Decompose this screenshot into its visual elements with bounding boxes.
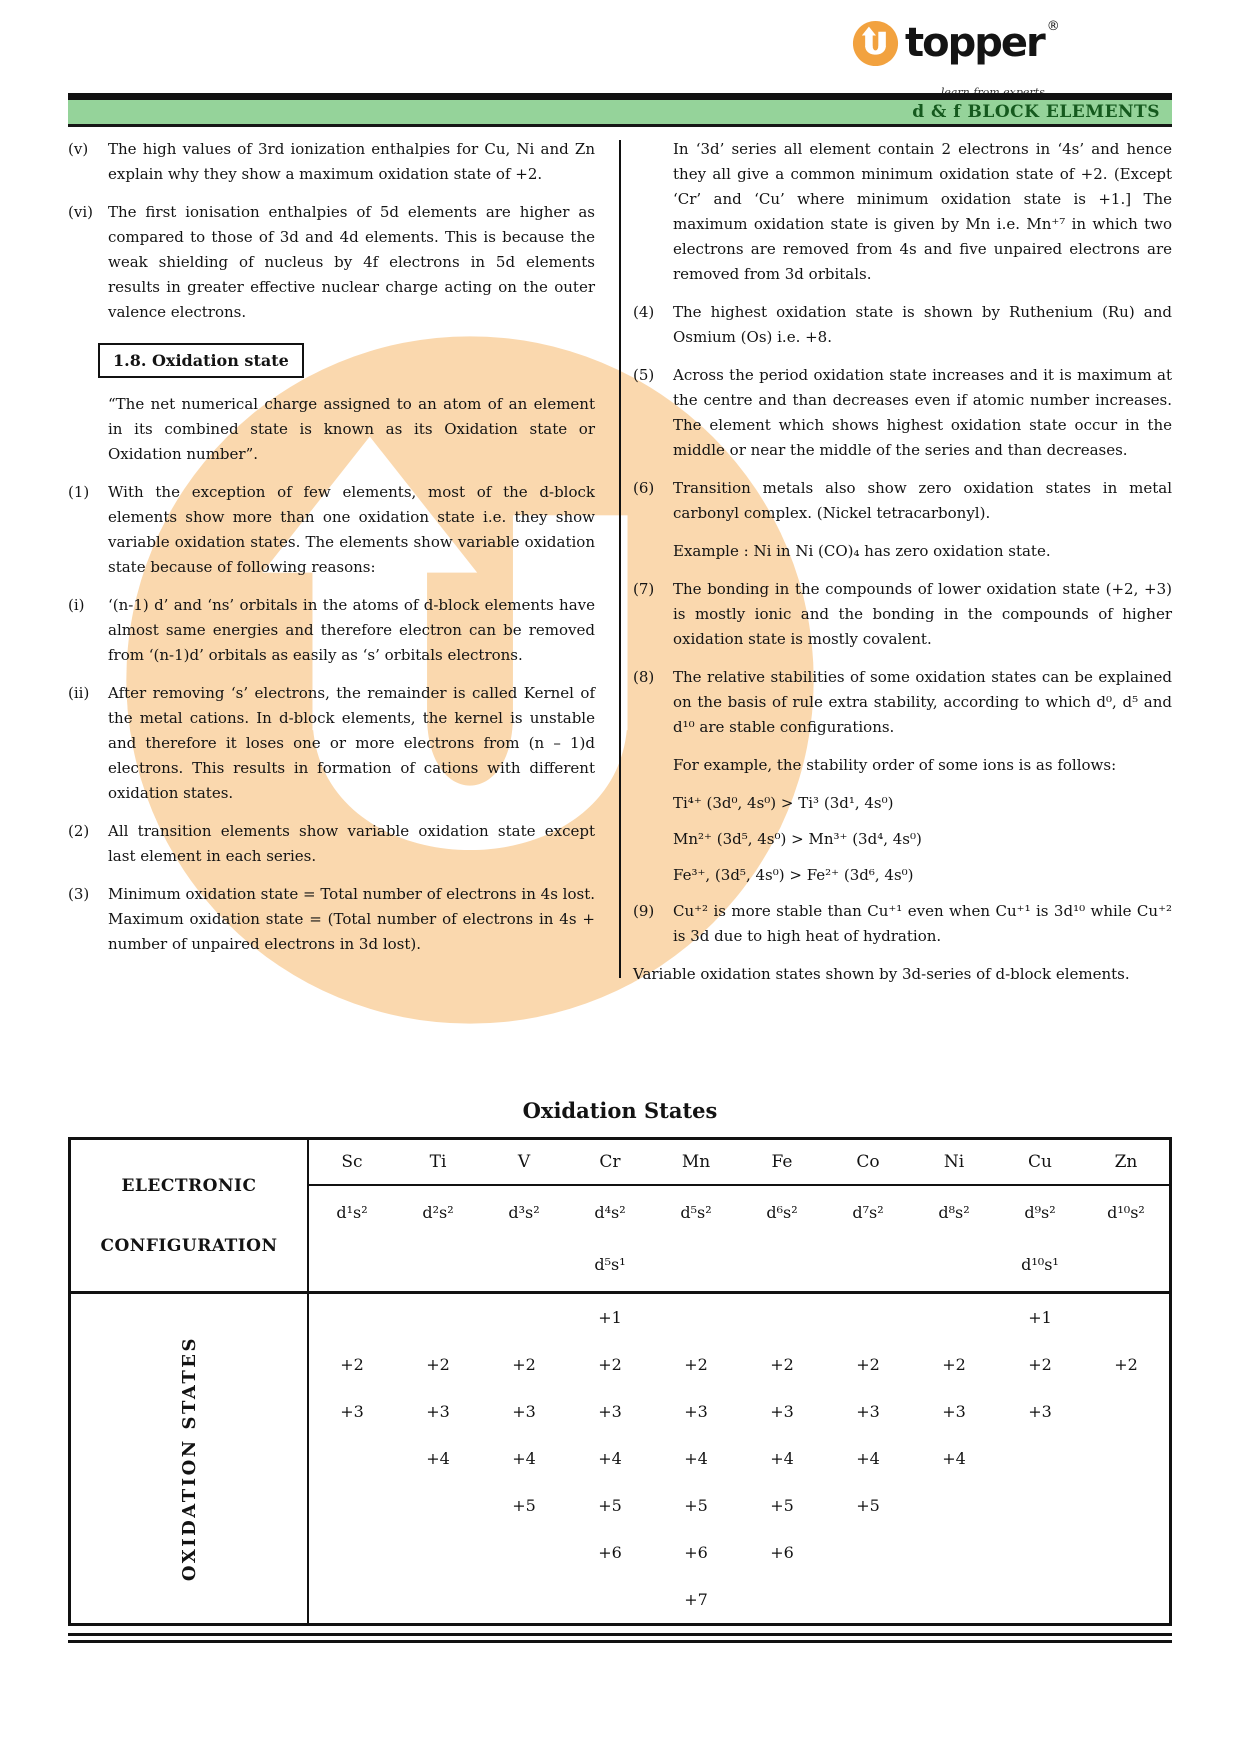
oxidation-state-value	[1083, 1388, 1169, 1435]
item-number: (ii)	[68, 684, 90, 702]
oxidation-state-value: +4	[426, 1449, 450, 1468]
element-symbol: V	[481, 1140, 567, 1186]
oxidation-state-value: +4	[598, 1449, 622, 1468]
item-text: After removing ‘s’ electrons, the remainder is called Kernel of the metal cations. In d-block elements, the kernel is unstable and therefore it loses one or more electrons from (n – 1)d electrons. This results in formation of cations with different oxidation states.	[108, 684, 595, 802]
electron-configuration: d⁵s²	[680, 1202, 712, 1222]
item-number: (1)	[68, 483, 90, 501]
oxidation-state-value: +4	[512, 1449, 536, 1468]
electron-configuration-alt: d¹⁰s¹	[997, 1238, 1083, 1294]
item-text: Mn²⁺ (3d⁵, 4s⁰) > Mn³⁺ (3d⁴, 4s⁰)	[673, 830, 922, 848]
oxidation-state-value: +4	[770, 1449, 794, 1468]
utopper-u-arrow-icon	[852, 20, 899, 67]
column-divider	[619, 140, 621, 978]
oxidation-state-value: +2	[1028, 1355, 1052, 1374]
oxidation-state-value	[395, 1576, 481, 1623]
element-symbol: Ti	[395, 1140, 481, 1186]
oxidation-state-value: +6	[770, 1543, 794, 1562]
top-rule	[68, 93, 1172, 100]
oxidation-state-value	[395, 1482, 481, 1529]
item-text: The high values of 3rd ionization enthalpies for Cu, Ni and Zn explain why they show a maximum oxidation state of +2.	[108, 140, 595, 183]
element-symbol: Sc	[309, 1140, 395, 1186]
oxidation-state-value	[309, 1435, 395, 1482]
electron-configuration: d⁶s²	[766, 1202, 798, 1222]
electron-configuration-alt	[395, 1238, 481, 1294]
list-item	[68, 882, 595, 957]
row-header-oxidation-states	[71, 1294, 309, 1623]
electron-configuration: d⁷s²	[852, 1202, 884, 1222]
electron-configuration-alt	[825, 1238, 911, 1294]
item-text: The bonding in the compounds of lower oxidation state (+2, +3) is mostly ionic and the bonding in the compounds of higher oxidation state is mostly covalent.	[673, 580, 1172, 648]
electron-configuration: d⁹s²	[1024, 1202, 1056, 1222]
electron-configuration: d²s²	[422, 1202, 454, 1222]
oxidation-state-value: +6	[598, 1543, 622, 1562]
element-symbol: Cu	[997, 1140, 1083, 1186]
item-number: (9)	[633, 902, 655, 920]
oxidation-state-value	[481, 1576, 567, 1623]
oxidation-state-value: +2	[856, 1355, 880, 1374]
oxidation-state-value: +5	[856, 1496, 880, 1515]
oxidation-state-value: +3	[340, 1402, 364, 1421]
item-text: Minimum oxidation state = Total number of electrons in 4s lost. Maximum oxidation state = (Total number of electrons in 4s + number of unpaired electrons in 3d lost).	[108, 885, 595, 953]
oxidation-state-value: +3	[856, 1402, 880, 1421]
oxidation-state-value: +1	[1028, 1308, 1052, 1327]
item-text: The relative stabilities of some oxidation states can be explained on the basis of rule extra stability, according to which d⁰, d⁵ and d¹⁰ are stable configurations.	[673, 668, 1172, 736]
oxidation-state-value	[997, 1576, 1083, 1623]
oxidation-state-value	[481, 1529, 567, 1576]
row-header-oxidation-states-label: OXIDATION STATES	[178, 1335, 200, 1582]
oxidation-state-value	[309, 1576, 395, 1623]
electron-configuration-alt	[481, 1238, 567, 1294]
oxidation-state-value	[1083, 1529, 1169, 1576]
item-number	[633, 863, 673, 888]
brand-logo	[852, 19, 1060, 67]
section-heading: 1.8. Oxidation state	[98, 343, 304, 378]
oxidation-state-value	[911, 1294, 997, 1341]
oxidation-state-value	[481, 1294, 567, 1341]
list-item	[68, 200, 595, 325]
oxidation-state-value	[395, 1529, 481, 1576]
oxidation-states-table	[68, 1137, 1172, 1626]
item-text: All transition elements show variable oxidation state except last element in each series.	[108, 822, 595, 865]
list-item	[68, 819, 595, 869]
item-text: For example, the stability order of some ions is as follows:	[673, 756, 1117, 774]
electron-configuration: d⁴s²	[594, 1202, 626, 1222]
item-number: (5)	[633, 366, 655, 384]
oxidation-state-value: +2	[770, 1355, 794, 1374]
oxidation-state-value	[825, 1576, 911, 1623]
electron-configuration-alt	[309, 1238, 395, 1294]
electron-configuration-alt	[739, 1238, 825, 1294]
item-text: The highest oxidation state is shown by Ruthenium (Ru) and Osmium (Os) i.e. +8.	[673, 303, 1172, 346]
oxidation-state-value	[395, 1294, 481, 1341]
element-symbol: Ni	[911, 1140, 997, 1186]
oxidation-state-value: +2	[598, 1355, 622, 1374]
item-number	[68, 392, 108, 467]
item-text: “The net numerical charge assigned to an atom of an element in its combined state is known as its Oxidation state or Oxidation number”.	[108, 395, 595, 463]
list-item	[633, 577, 1172, 652]
item-text: With the exception of few elements, most of the d-block elements show more than one oxidation state i.e. they show variable oxidation states. The elements show variable oxidation state because of following reasons:	[108, 483, 595, 576]
closing-line: Variable oxidation states shown by 3d-series of d-block elements.	[633, 965, 1130, 983]
oxidation-state-value	[653, 1294, 739, 1341]
oxidation-state-value	[1083, 1435, 1169, 1482]
oxidation-state-value	[1083, 1576, 1169, 1623]
oxidation-state-value: +4	[942, 1449, 966, 1468]
electron-configuration-alt	[911, 1238, 997, 1294]
footer-rule	[68, 1633, 1172, 1643]
quote-paragraph	[68, 392, 595, 467]
oxidation-state-value: +5	[770, 1496, 794, 1515]
list-item	[633, 476, 1172, 526]
formula-line	[633, 863, 1172, 888]
oxidation-state-value: +6	[684, 1543, 708, 1562]
oxidation-state-value: +2	[426, 1355, 450, 1374]
item-text: Cu⁺² is more stable than Cu⁺¹ even when Cu⁺¹ is 3d¹⁰ while Cu⁺² is 3d due to high heat of hydration.	[673, 902, 1172, 945]
table-title: Oxidation States	[522, 1098, 718, 1123]
element-symbol: Fe	[739, 1140, 825, 1186]
electron-configuration: d³s²	[508, 1202, 540, 1222]
oxidation-state-value: +5	[598, 1496, 622, 1515]
item-number: (8)	[633, 668, 655, 686]
item-number: (4)	[633, 303, 655, 321]
electron-configuration-alt: d⁵s¹	[567, 1238, 653, 1294]
oxidation-state-value: +7	[684, 1590, 708, 1609]
list-item	[633, 899, 1172, 949]
item-number: (vi)	[68, 203, 93, 221]
oxidation-state-value: +2	[512, 1355, 536, 1374]
item-number	[633, 753, 673, 778]
oxidation-state-value: +5	[512, 1496, 536, 1515]
item-text: Transition metals also show zero oxidation states in metal carbonyl complex. (Nickel tetracarbonyl).	[673, 479, 1172, 522]
electron-configuration-alt	[653, 1238, 739, 1294]
oxidation-state-value	[739, 1576, 825, 1623]
oxidation-state-value	[1083, 1482, 1169, 1529]
electron-configuration-alt	[1083, 1238, 1169, 1294]
oxidation-state-value	[997, 1435, 1083, 1482]
sub-paragraph	[633, 753, 1172, 778]
item-text: In ‘3d’ series all element contain 2 electrons in ‘4s’ and hence they all give a common minimum oxidation state of +2. (Except ‘Cr’ and ‘Cu’ where minimum oxidation state is +1.] The maximum oxidation state is given by Mn i.e. Mn⁺⁷ in which two electrons are removed from 4s and five unpaired electrons are removed from 3d orbitals.	[673, 140, 1172, 283]
item-number: (7)	[633, 580, 655, 598]
oxidation-state-value: +2	[942, 1355, 966, 1374]
oxidation-state-value: +3	[684, 1402, 708, 1421]
oxidation-state-value: +2	[340, 1355, 364, 1374]
element-symbol: Mn	[653, 1140, 739, 1186]
oxidation-state-value	[309, 1529, 395, 1576]
element-symbol: Co	[825, 1140, 911, 1186]
sub-paragraph	[633, 539, 1172, 564]
oxidation-state-value: +2	[1114, 1355, 1138, 1374]
item-number	[633, 791, 673, 816]
oxidation-state-value: +5	[684, 1496, 708, 1515]
oxidation-state-value	[1083, 1294, 1169, 1341]
item-text: The first ionisation enthalpies of 5d elements are higher as compared to those of 3d and 4d elements. This is because the weak shielding of nucleus by 4f electrons in 5d elements results in greater effective nuclear charge acting on the outer valence electrons.	[108, 203, 595, 321]
item-number: (v)	[68, 140, 89, 158]
oxidation-state-value	[825, 1529, 911, 1576]
oxidation-state-value: +3	[426, 1402, 450, 1421]
registered-mark-icon: ®	[1046, 19, 1060, 34]
element-symbol: Zn	[1083, 1140, 1169, 1186]
list-item	[633, 665, 1172, 740]
oxidation-state-value	[309, 1294, 395, 1341]
paragraph	[633, 137, 1172, 287]
electron-configuration: d¹⁰s²	[1107, 1202, 1145, 1222]
oxidation-state-value	[997, 1482, 1083, 1529]
oxidation-state-value	[911, 1482, 997, 1529]
oxidation-state-value: +3	[598, 1402, 622, 1421]
oxidation-state-value	[997, 1529, 1083, 1576]
item-number: (i)	[68, 596, 85, 614]
item-number: (6)	[633, 479, 655, 497]
oxidation-state-value: +4	[684, 1449, 708, 1468]
oxidation-state-value: +3	[942, 1402, 966, 1421]
brand-name: topper	[905, 20, 1044, 66]
item-text: Across the period oxidation state increases and it is maximum at the centre and than decreases even if atomic number increases. The element which shows highest oxidation state occur in the middle or near the middle of the series and than decreases.	[673, 366, 1172, 459]
oxidation-state-value	[739, 1294, 825, 1341]
list-item	[68, 593, 595, 668]
right-column	[633, 137, 1172, 987]
electron-configuration: d¹s²	[336, 1202, 368, 1222]
oxidation-state-value: +3	[770, 1402, 794, 1421]
element-symbol: Cr	[567, 1140, 653, 1186]
chapter-banner	[68, 100, 1172, 127]
oxidation-state-value: +3	[1028, 1402, 1052, 1421]
list-item	[68, 681, 595, 806]
item-number	[633, 137, 673, 287]
item-text: Ti⁴⁺ (3d⁰, 4s⁰) > Ti³ (3d¹, 4s⁰)	[673, 794, 894, 812]
oxidation-state-value: +4	[856, 1449, 880, 1468]
item-text: Example : Ni in Ni (CO)₄ has zero oxidation state.	[673, 542, 1051, 560]
oxidation-state-value	[911, 1529, 997, 1576]
list-item	[633, 363, 1172, 463]
list-item	[68, 480, 595, 580]
row-header-electronic-configuration: ELECTRONIC CONFIGURATION	[71, 1140, 309, 1294]
oxidation-state-value	[825, 1294, 911, 1341]
formula-line	[633, 791, 1172, 816]
item-text: ‘(n-1) d’ and ‘ns’ orbitals in the atoms of d-block elements have almost same energies and therefore electron can be removed from ‘(n-1)d’ orbitals as easily as ‘s’ orbitals electrons.	[108, 596, 595, 664]
oxidation-state-value	[567, 1576, 653, 1623]
item-number: (2)	[68, 822, 90, 840]
chapter-title: d & f BLOCK ELEMENTS	[912, 102, 1160, 122]
formula-line	[633, 827, 1172, 852]
oxidation-state-value: +3	[512, 1402, 536, 1421]
left-column	[68, 137, 595, 970]
oxidation-state-value: +2	[684, 1355, 708, 1374]
oxidation-state-value: +1	[598, 1308, 622, 1327]
oxidation-state-value	[911, 1576, 997, 1623]
item-number	[633, 539, 673, 564]
electron-configuration: d⁸s²	[938, 1202, 970, 1222]
item-number	[633, 827, 673, 852]
item-text: Fe³⁺, (3d⁵, 4s⁰) > Fe²⁺ (3d⁶, 4s⁰)	[673, 866, 914, 884]
list-item	[68, 137, 595, 187]
item-number: (3)	[68, 885, 90, 903]
list-item	[633, 300, 1172, 350]
oxidation-state-value	[309, 1482, 395, 1529]
